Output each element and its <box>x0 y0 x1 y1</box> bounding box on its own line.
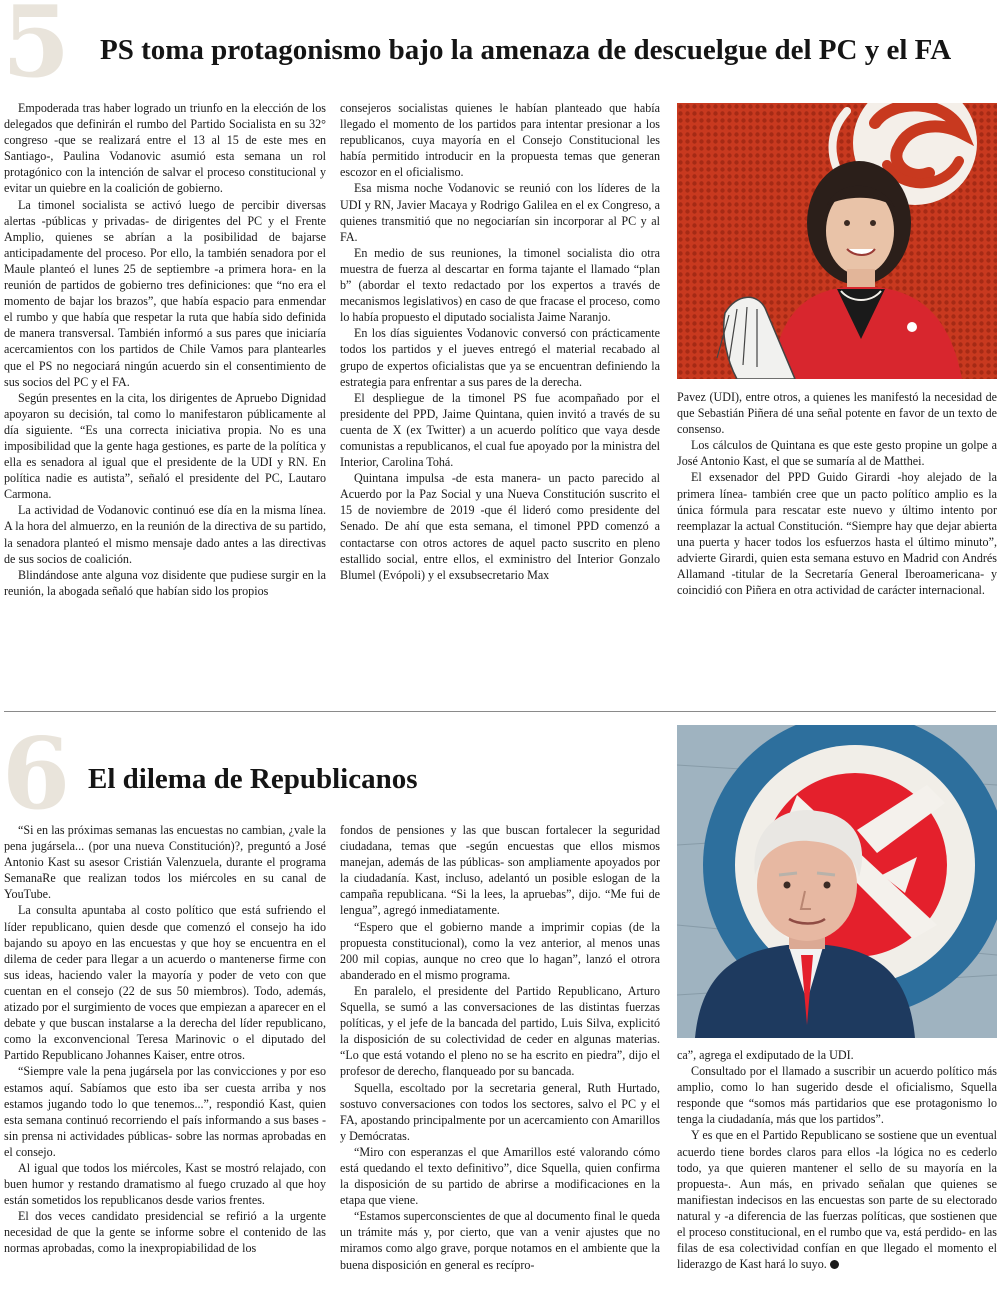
paragraph: Consultado por el llamado a suscribir un acuerdo político más amplio, como lo han sugerido desde el oficialismo, Squella responde que “somos más partidarios que ese protagonismo lo tenga la ciudadanía, más que los partidos”. <box>677 1064 997 1127</box>
paragraph: Quintana impulsa -de esta manera- un pacto parecido al Acuerdo por la Paz Social y una Nueva Constitución suscrito el 15 de noviembre de 2019 -que él lideró como presidente del Senado. De ahí que esta semana, el timonel PPD comenzó a contactarse con otros actores de aquel pacto suscrito en pleno estallido social, entre ellos, el exministro del Interior Gonzalo Blumel (Evópoli) y el exsubsecretario Max <box>340 471 660 582</box>
paragraph: En paralelo, el presidente del Partido Republicano, Arturo Squella, se sumó a las conversaciones de las distintas fuerzas políticas, y el jefe de la bancada del partido, Luis Silva, explicitó la disposición de su colectividad de ceder en algunas materias. “Lo que está votando el pleno no se ha escrito en piedra”, dijo el profesor de derecho, flanqueado por su bancada. <box>340 983 660 1079</box>
paragraph: En los días siguientes Vodanovic conversó con prácticamente todos los partidos y el jueves entregó el material recabado al grupo de expertos oficialistas que ya se encuentran definiendo la estrategia para enfrentar a sus pares de la derecha. <box>340 326 660 389</box>
article-5-column-3 <box>677 389 997 598</box>
paragraph: Esa misma noche Vodanovic se reunió con los líderes de la UDI y RN, Javier Macaya y Rodrigo Galilea en el ex Congreso, a quienes transmitió que no negociarían sin incorporar al PC y al FA. <box>340 181 660 244</box>
paragraph: Según presentes en la cita, los dirigentes de Apruebo Dignidad apoyaron su decisión, tal como lo manifestaron públicamente al día siguiente. “Es una correcta iniciativa propia. No es una imposibilidad que la gente haga gestiones, es parte de la política y ella es senadora al igual que el presidente de la UDI y RN. En política nadie es autista”, señaló el presidente del PC, Lautaro Carmona. <box>4 390 326 502</box>
paragraph: En medio de sus reuniones, la timonel socialista dio otra muestra de fuerza al descartar en forma tajante el llamado “plan b” (abordar el texto redactado por los expertos a través de mecanismos legislativos) en caso de que fracase el proceso, como lo había propuesto el diputado socialista Jaime Naranjo. <box>340 245 660 325</box>
article-5-column-2 <box>340 100 660 583</box>
article-number-5: 5 <box>2 0 71 100</box>
paragraph: ca”, agrega el exdiputado de la UDI. <box>677 1048 854 1062</box>
paragraph: La consulta apuntaba al costo político que está sufriendo el líder republicano, quien desde que comenzó el consejo ha ido bajando su apoyo en las encuestas y que hoy se encuentra en el dilema de ceder para llegar a un acuerdo o mantenerse firme con sus ideas, haciendo valer la mayoría y poder de veto con que cuentan en el consejo (22 de sus 50 miembros). Todo, además, atizado por el surgimiento de voces que empiezan a aparecer en el debate y que buscan instalarse a la derecha del líder republicano, como la exconvencional Teresa Marinovic o el diputado del Partido Republicano Johannes Kaiser, entre otros. <box>4 903 326 1063</box>
kast-photo-collage-icon <box>677 725 997 1038</box>
article-number-6: 6 <box>2 717 71 832</box>
vodanovic-photo-collage-icon <box>677 103 997 379</box>
paragraph: Los cálculos de Quintana es que este gesto propine un golpe a José Antonio Kast, el que se sumaría al de Matthei. <box>677 438 997 469</box>
paragraph-text: Y es que en el Partido Republicano se sostiene que un eventual acuerdo tiene bordes claros para ellos -la lógica no es cederlo todo, ya que quieren mantener el sello de su mayoría en la propuesta-. Aun más, en privado señalan que quienes se manifiestan indecisos en las encuestas son parte de su electorado natural y -a diferencia de las fuerzas políticas, que sostienen que el proceso constitucional, en el rumbo que va, está perdido- en las filas de esa colectividad confían en que llegado el momento el liderazgo de Kast hará lo suyo. <box>677 1128 997 1272</box>
paragraph: El exsenador del PPD Guido Girardi -hoy alejado de la primera línea- también cree que un pacto político amplio es la única fórmula para rescatar este nuevo y último intento por reemplazar la actual Constitución. “Siempre hay que dejar abierta una puerta y hacer todos los esfuerzos hasta el último minuto”, advierte Girardi, quien esta semana estuvo en Madrid con Andrés Allamand -titular de la Secretaría General Iberoamericana- y coincidió con Piñera en otra actividad de carácter internacional. <box>677 470 997 598</box>
paragraph: “Siempre vale la pena jugársela por las convicciones y por eso estamos aquí. Sabíamos que esto iba ser cuesta arriba y nos estamos jugando todo lo que tenemos...”, respondió Kast, quien esta semana continuó recorriendo el país informando a sus bases -sin prensa ni actividades públicas- sobre las normas aprobadas en el consejo. <box>4 1064 326 1159</box>
article-5-column-1 <box>4 100 326 599</box>
article-6-headline: El dilema de Republicanos <box>88 763 418 795</box>
paragraph: “Si en las próximas semanas las encuestas no cambian, ¿vale la pena jugársela... (por una nueva Constitución)?, preguntó a José Antonio Kast su asesor Cristián Valenzuela, durante el programa SemanaRe que realizan todos los miércoles en su canal de YouTube. <box>4 823 326 902</box>
article-6-column-3 <box>677 1047 997 1272</box>
paragraph: El despliegue de la timonel PS fue acompañado por el presidente del PPD, Jaime Quintana, quien invitó a través de su cuenta de X (ex Twitter) a un acuerdo político que vaya desde comunistas a republicanos, el cual fue apoyado por la ministra del Interior, Carolina Tohá. <box>340 390 660 470</box>
paragraph: “Miro con esperanzas el que Amarillos esté valorando cómo está quedando el texto definitivo”, dice Squella, quien confirma la disposición de su partido de abrirse a modificaciones en la etapa que viene. <box>340 1144 660 1208</box>
article-5-headline: PS toma protagonismo bajo la amenaza de descuelgue del PC y el FA <box>100 34 952 66</box>
paragraph: La actividad de Vodanovic continuó ese día en la misma línea. A la hora del almuerzo, en la reunión de la directiva de su partido, la senadora planteó el mismo mensaje dado antes a las directivas de sus socios de coalición. <box>4 503 326 566</box>
paragraph: “Estamos superconscientes de que al documento final le queda un trámite más y, por cierto, que van a venir ajustes que no miramos como algo grave, porque notamos en el ambiente que la buena disposición en general es recípro- <box>340 1209 660 1272</box>
paragraph: fondos de pensiones y las que buscan fortalecer la seguridad ciudadana, temas que -según encuestas que ellos mismos manejan, además de las públicas- son ampliamente apoyados por la ciudadanía. Kast, incluso, adelantó un posible eslogan de la campaña republicana. “Si la lees, la apruebas”, dijo. “Me fui de lengua”, agregó inmediatamente. <box>340 823 660 918</box>
paragraph: Squella, escoltado por la secretaria general, Ruth Hurtado, sostuvo conversaciones con todos los sectores, salvo el PC y el FA, apostando principalmente por un acercamiento con Amarillos y Demócratas. <box>340 1080 660 1143</box>
article-6-column-1 <box>4 822 326 1257</box>
paragraph: Blindándose ante alguna voz disidente que pudiese surgir en la reunión, la abogada señaló que habían sido los propios <box>4 567 326 598</box>
end-of-article-icon <box>830 1260 839 1269</box>
paragraph: Al igual que todos los miércoles, Kast se mostró relajado, con buen humor y restando dramatismo al fuego cruzado al que hoy están sometidos los republicanos desde varios frentes. <box>4 1160 326 1208</box>
kast-photo <box>677 725 997 1038</box>
paragraph: consejeros socialistas quienes le habían planteado que había llegado el momento de los partidos para intentar presionar a los republicanos, cuya mayoría en el Consejo Constitucional les había permitido introducir en la propuesta temas que generan escozor en el oficialismo. <box>340 101 660 180</box>
article-6-column-2 <box>340 822 660 1273</box>
paragraph: “Espero que el gobierno mande a imprimir copias (de la propuesta constitucional), como la vez anterior, al menos unas 200 mil copias, aunque no creo que lo hagan”, lanzó el otrora abanderado en el mismo programa. <box>340 919 660 982</box>
paragraph: El dos veces candidato presidencial se refirió a la urgente necesidad de que la gente se informe sobre el contenido de las normas aprobadas, como la inexpropiabilidad de los <box>4 1209 326 1256</box>
paragraph <box>677 1127 997 1272</box>
paragraph: Empoderada tras haber logrado un triunfo en la elección de los delegados que definirán el rumbo del Partido Socialista en su 32° congreso -que se realizará entre el 13 al 15 de este mes en Santiago-, Paulina Vodanovic asumió esta semana un rol protagónico con la intención de salvar el proceso constitucional y evitar un quiebre en la coalición de gobierno. <box>4 101 326 196</box>
vodanovic-photo <box>677 103 997 379</box>
paragraph: La timonel socialista se activó luego de percibir diversas alertas -públicas y privadas- de dirigentes del PC y el Frente Amplio, quienes se abrían a la posibilidad de bajarse anticipadamente del proceso. Por ello, la también senadora por el Maule planteó el lunes 25 de septiembre -a primera hora- en la reunión de partidos de gobierno tres definiciones: que “no era el momento de bajar los brazos”, que había espacio para enmendar el rumbo y que había que respetar la ruta que había sido definida de manera transversal. También informó a sus pares que iniciaría acercamientos con los partidos de Chile Vamos para plantearles que el PS no negociará ningún acuerdo sin el consentimiento de sus socios del PC y el FA. <box>4 197 326 389</box>
paragraph: Pavez (UDI), entre otros, a quienes les manifestó la necesidad de que Sebastián Piñera dé una señal potente en favor de un texto de consenso. <box>677 390 997 437</box>
section-divider <box>4 711 996 712</box>
